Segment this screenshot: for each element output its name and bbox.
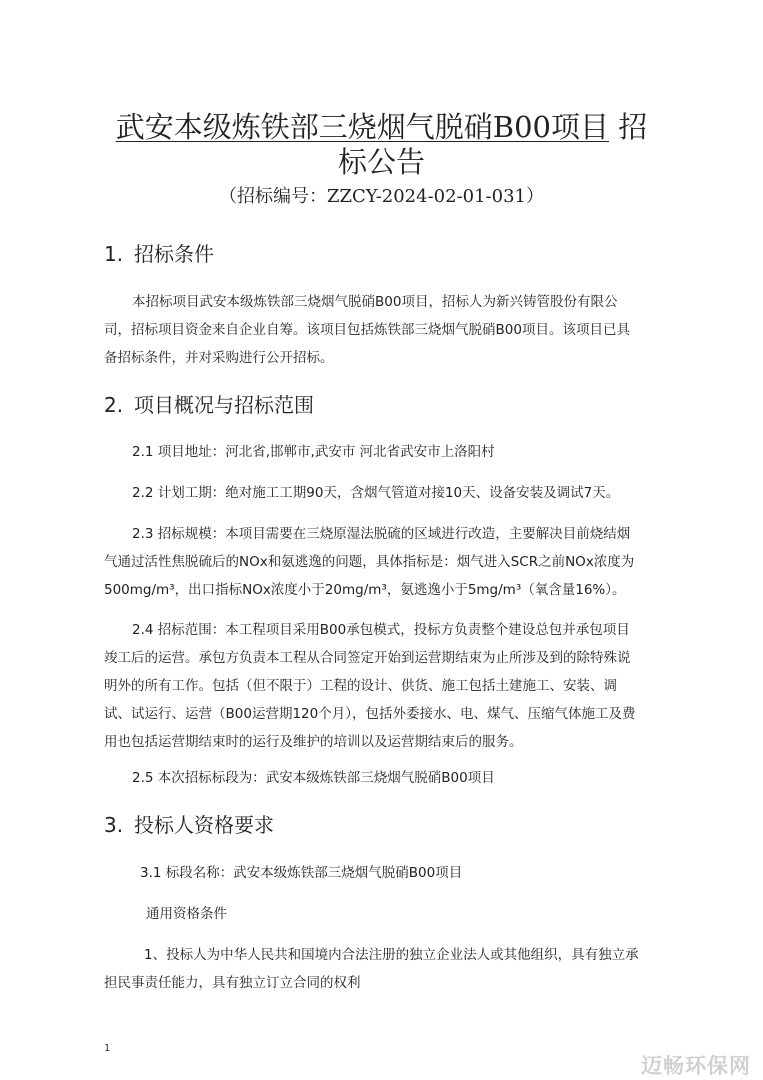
paragraph-tender-conditions (104, 288, 664, 372)
section-heading-2 (104, 392, 314, 418)
item-2-5 (104, 764, 664, 792)
paragraph-line: 用也包括运营期结束时的运行及维护的培训以及运营期结束后的服务。 (104, 734, 523, 750)
paragraph-line: 备招标条件，并对采购进行公开招标。 (104, 350, 334, 366)
paragraph-line: 2.5 本次招标标段为：武安本级炼铁部三烧烟气脱硝B00项目 (132, 770, 495, 786)
general-qualification-heading (104, 900, 664, 928)
section-number: 3. (104, 813, 124, 837)
item-2-1 (104, 438, 664, 466)
paragraph-line: 2.1 项目地址：河北省,邯郸市,武安市 河北省武安市上洛阳村 (132, 444, 495, 460)
page-number: 1 (104, 1043, 111, 1054)
section-heading-1 (104, 241, 214, 267)
paragraph-line: 本招标项目武安本级炼铁部三烧烟气脱硝B00项目，招标人为新兴铸管股份有限公 (132, 294, 618, 310)
paragraph-line: 1、投标人为中华人民共和国境内合法注册的独立企业法人或其他组织，具有独立承 (144, 947, 639, 963)
document-title-line-1 (60, 108, 703, 146)
paragraph-line: 通用资格条件 (146, 906, 227, 922)
section-number: 1. (104, 242, 124, 266)
paragraph-line: 3.1 标段名称：武安本级炼铁部三烧烟气脱硝B00项目 (140, 865, 463, 881)
paragraph-line: 担民事责任能力，具有独立订立合同的权利 (104, 975, 361, 991)
item-2-2 (104, 479, 664, 507)
paragraph-line: 500mg/m³，出口指标NOx浓度小于20mg/m³，氨逃逸小于5mg/m³（氧含量16%）。 (104, 582, 626, 598)
section-title: 投标人资格要求 (134, 813, 274, 837)
section-number: 2. (104, 393, 124, 417)
tender-number: （招标编号：ZZCY-2024-02-01-031） (219, 186, 544, 207)
section-title: 招标条件 (134, 242, 214, 266)
paragraph-line: 竣工后的运营。承包方负责本工程从合同签定开始到运营期结束为止所涉及到的除特殊说 (104, 650, 631, 666)
title-trailing-text: 招 (609, 110, 648, 144)
title-underlined-text: 武安本级炼铁部三烧烟气脱硝B00项目 (115, 110, 609, 144)
paragraph-line: 2.2 计划工期：绝对施工工期90天，含烟气管道对接10天、设备安装及调试7天。 (132, 485, 620, 501)
site-watermark: 迈畅环保网 (641, 1054, 751, 1078)
paragraph-line: 明外的所有工作。包括（但不限于）工程的设计、供货、施工包括土建施工、安装、调 (104, 678, 617, 694)
item-2-4 (104, 616, 664, 756)
paragraph-line: 司，招标项目资金来自企业自筹。该项目包括炼铁部三烧烟气脱硝B00项目。该项目已具 (104, 322, 630, 338)
document-title-line-2: 标公告 (337, 145, 425, 179)
section-title: 项目概况与招标范围 (134, 393, 314, 417)
qualification-item-1 (104, 941, 664, 997)
item-3-1 (104, 859, 664, 887)
item-2-3 (104, 520, 664, 604)
paragraph-line: 2.3 招标规模：本项目需要在三烧原湿法脱硫的区域进行改造，主要解决目前烧结烟 (132, 526, 631, 542)
section-heading-3 (104, 812, 274, 838)
paragraph-line: 试、试运行、运营（B00运营期120个月），包括外委接水、电、煤气、压缩气体施工及费 (104, 706, 636, 722)
paragraph-line: 气通过活性焦脱硫后的NOx和氨逃逸的问题，具体指标是：烟气进入SCR之前NOx浓度为 (104, 554, 635, 570)
paragraph-line: 2.4 招标范围：本工程项目采用B00承包模式，投标方负责整个建设总包并承包项目 (132, 622, 630, 638)
